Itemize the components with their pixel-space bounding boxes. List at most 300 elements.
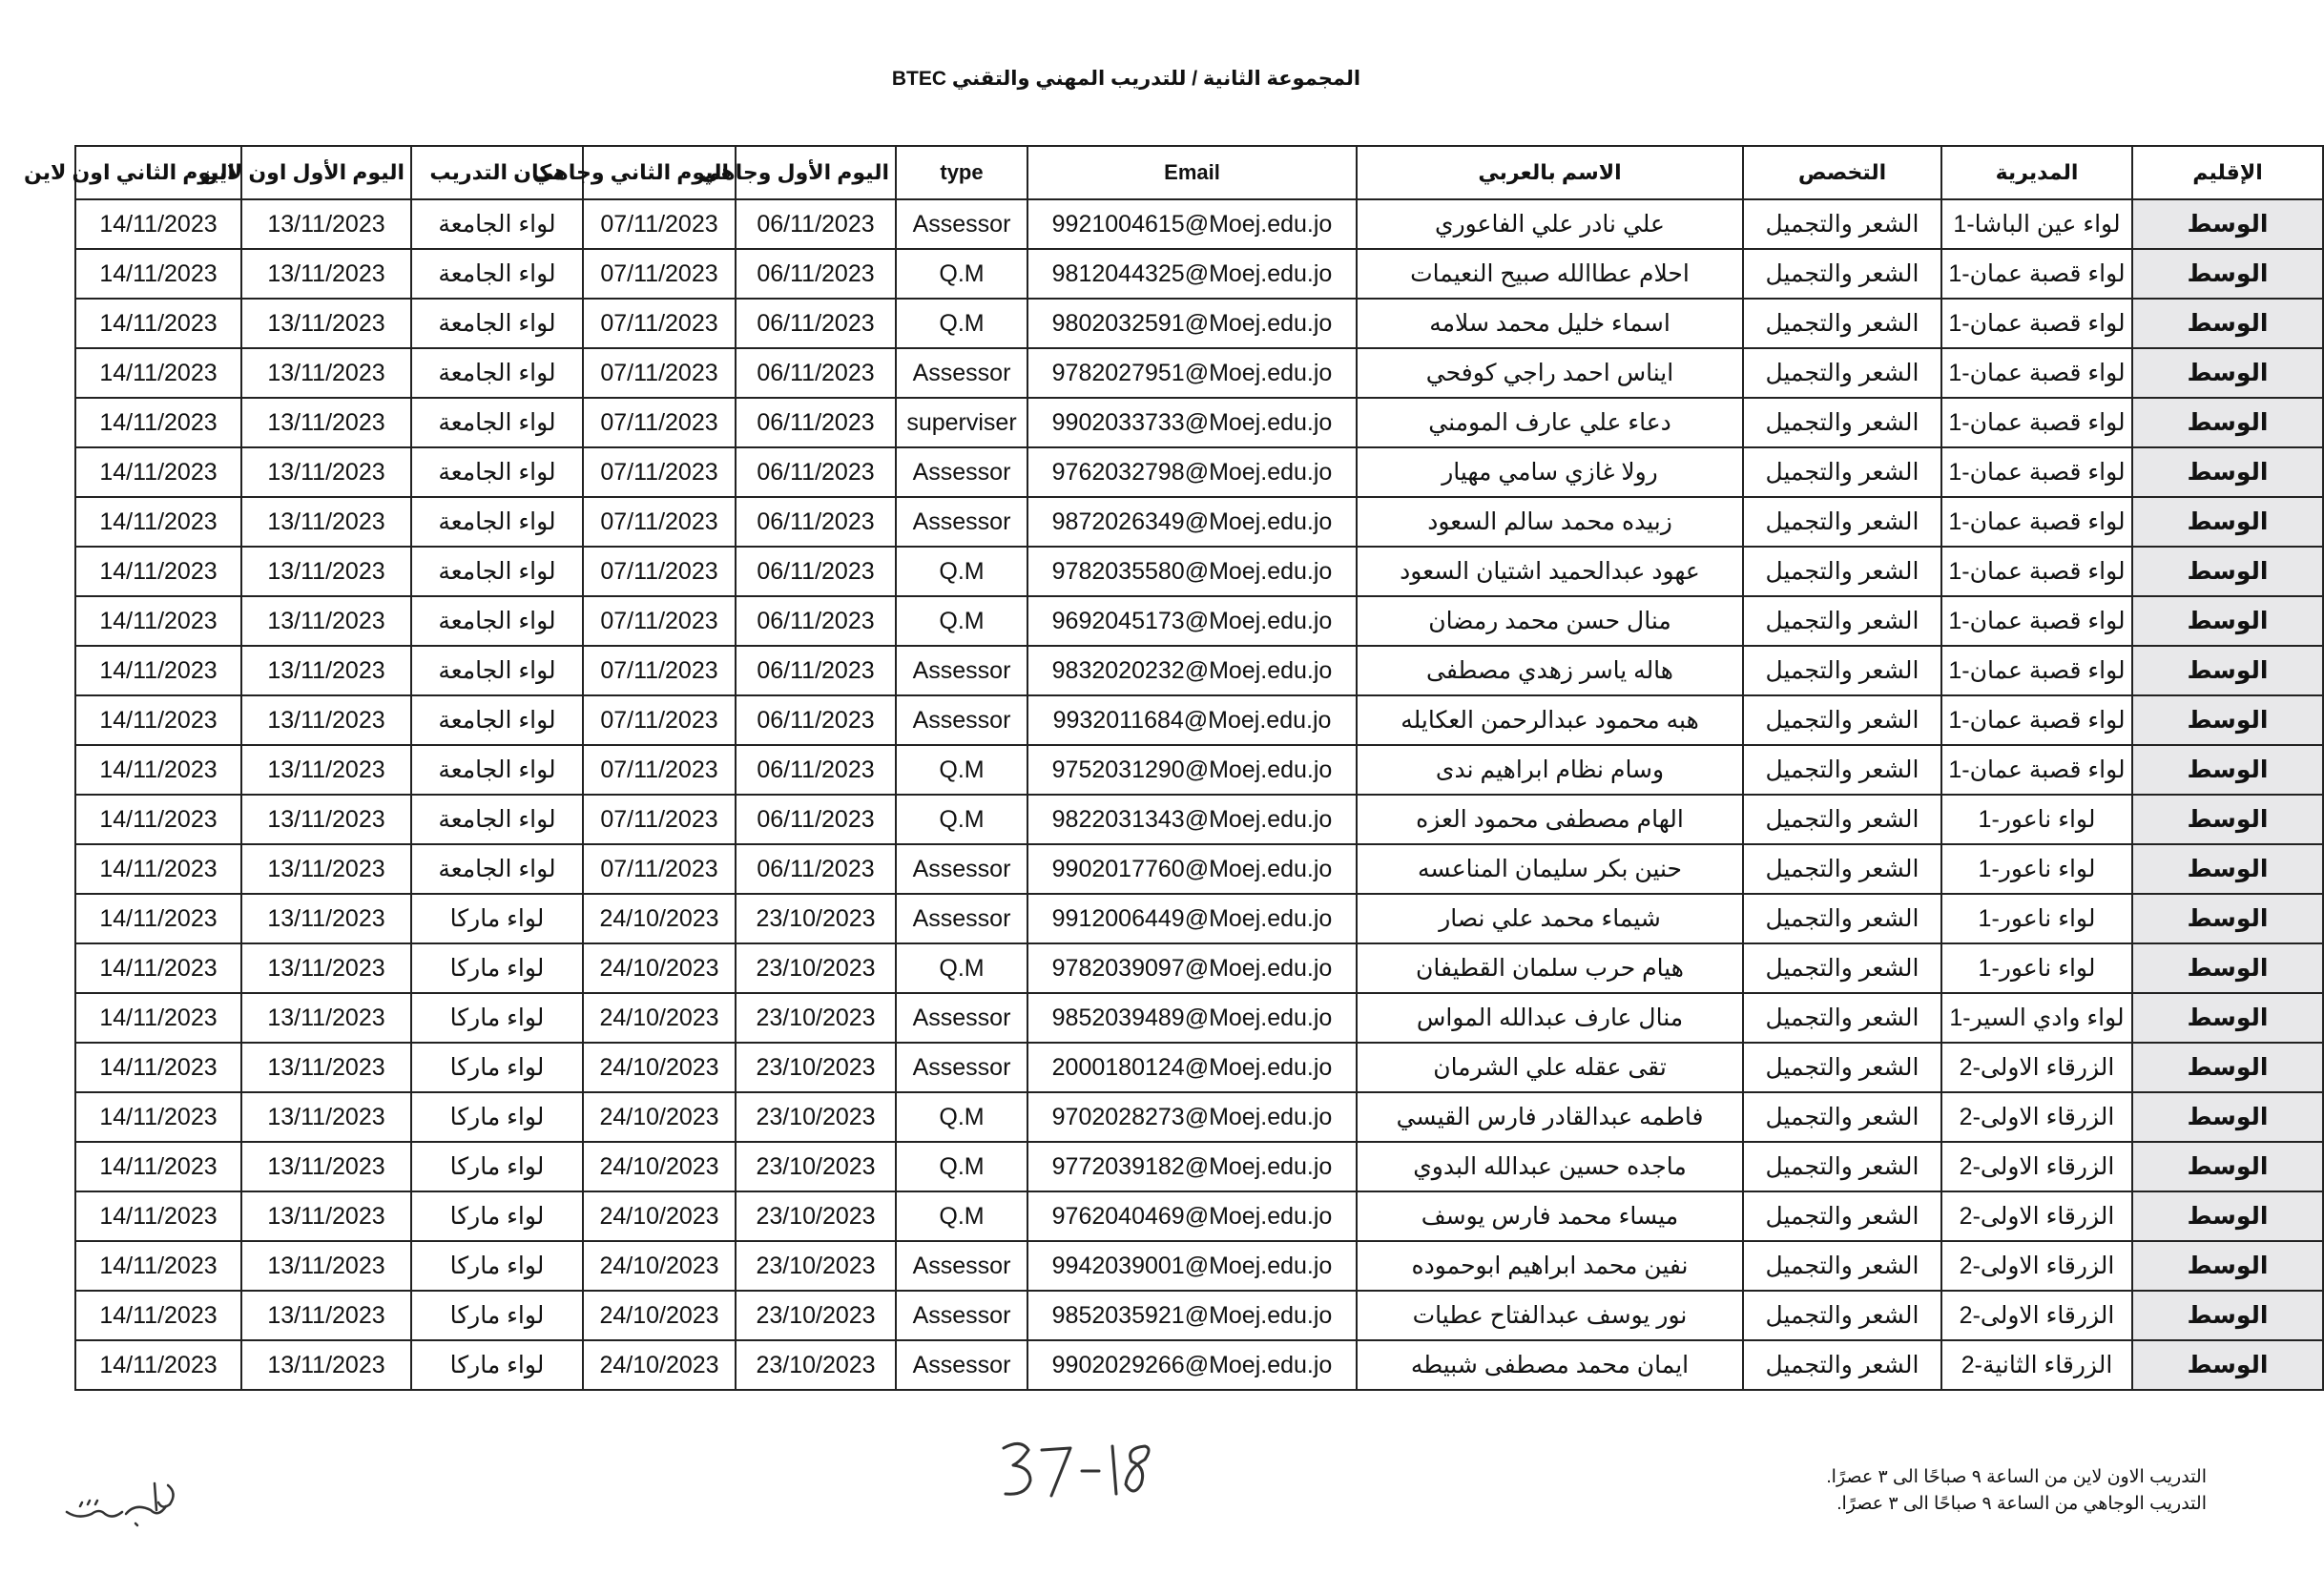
table-row bbox=[75, 1043, 2323, 1092]
cell-specialty: الشعر والتجميل bbox=[1743, 646, 1941, 695]
table-row bbox=[75, 844, 2323, 894]
cell-day1-inperson: 06/11/2023 bbox=[736, 646, 896, 695]
cell-name: منال عارف عبدالله المواس bbox=[1357, 993, 1743, 1043]
cell-day2-online: 14/11/2023 bbox=[75, 1191, 241, 1241]
cell-directorate: لواء قصبة عمان-1 bbox=[1941, 497, 2132, 547]
cell-day1-inperson: 23/10/2023 bbox=[736, 943, 896, 993]
cell-region: الوسط bbox=[2132, 199, 2323, 249]
footnotes bbox=[1826, 1464, 2207, 1518]
cell-day1-online: 13/11/2023 bbox=[241, 1043, 411, 1092]
table-row bbox=[75, 1092, 2323, 1142]
cell-day1-online: 13/11/2023 bbox=[241, 398, 411, 447]
cell-place: لواء الجامعة bbox=[411, 646, 583, 695]
cell-directorate: لواء ناعور-1 bbox=[1941, 894, 2132, 943]
cell-day2-inperson: 07/11/2023 bbox=[583, 844, 736, 894]
cell-directorate: لواء قصبة عمان-1 bbox=[1941, 447, 2132, 497]
cell-email: 9762032798@Moej.edu.jo bbox=[1027, 447, 1357, 497]
cell-email: 9921004615@Moej.edu.jo bbox=[1027, 199, 1357, 249]
cell-day1-inperson: 23/10/2023 bbox=[736, 1142, 896, 1191]
col-header-directorate: المديرية bbox=[1941, 146, 2132, 199]
cell-directorate: لواء عين الباشا-1 bbox=[1941, 199, 2132, 249]
cell-region: الوسط bbox=[2132, 695, 2323, 745]
cell-day2-inperson: 07/11/2023 bbox=[583, 249, 736, 299]
table-row bbox=[75, 1142, 2323, 1191]
cell-email: 9802032591@Moej.edu.jo bbox=[1027, 299, 1357, 348]
cell-type: Q.M bbox=[896, 1191, 1027, 1241]
cell-day1-online: 13/11/2023 bbox=[241, 1092, 411, 1142]
cell-email: 9902029266@Moej.edu.jo bbox=[1027, 1340, 1357, 1390]
col-header-specialty: التخصص bbox=[1743, 146, 1941, 199]
handwritten-page-number bbox=[992, 1431, 1164, 1507]
cell-region: الوسط bbox=[2132, 398, 2323, 447]
cell-day2-online: 14/11/2023 bbox=[75, 844, 241, 894]
cell-day1-inperson: 06/11/2023 bbox=[736, 497, 896, 547]
cell-day2-inperson: 07/11/2023 bbox=[583, 646, 736, 695]
cell-region: الوسط bbox=[2132, 547, 2323, 596]
cell-place: لواء الجامعة bbox=[411, 844, 583, 894]
cell-type: Assessor bbox=[896, 348, 1027, 398]
cell-directorate: لواء قصبة عمان-1 bbox=[1941, 547, 2132, 596]
cell-name: هبه محمود عبدالرحمن العكايله bbox=[1357, 695, 1743, 745]
cell-day1-inperson: 23/10/2023 bbox=[736, 993, 896, 1043]
cell-type: superviser bbox=[896, 398, 1027, 447]
cell-day1-inperson: 23/10/2023 bbox=[736, 1241, 896, 1291]
cell-name: ايمان محمد مصطفى شبيطه bbox=[1357, 1340, 1743, 1390]
cell-region: الوسط bbox=[2132, 497, 2323, 547]
cell-day2-online: 14/11/2023 bbox=[75, 1291, 241, 1340]
cell-day1-online: 13/11/2023 bbox=[241, 1191, 411, 1241]
cell-place: لواء الجامعة bbox=[411, 348, 583, 398]
cell-email: 9832020232@Moej.edu.jo bbox=[1027, 646, 1357, 695]
col-header-name: الاسم بالعربي bbox=[1357, 146, 1743, 199]
cell-day2-online: 14/11/2023 bbox=[75, 299, 241, 348]
cell-place: لواء ماركا bbox=[411, 1340, 583, 1390]
cell-directorate: الزرقاء الاولى-2 bbox=[1941, 1291, 2132, 1340]
cell-specialty: الشعر والتجميل bbox=[1743, 993, 1941, 1043]
cell-specialty: الشعر والتجميل bbox=[1743, 1291, 1941, 1340]
cell-day2-online: 14/11/2023 bbox=[75, 547, 241, 596]
cell-specialty: الشعر والتجميل bbox=[1743, 1043, 1941, 1092]
col-header-email: Email bbox=[1027, 146, 1357, 199]
cell-name: علي نادر علي الفاعوري bbox=[1357, 199, 1743, 249]
cell-place: لواء ماركا bbox=[411, 1291, 583, 1340]
cell-name: شيماء محمد علي نصار bbox=[1357, 894, 1743, 943]
cell-day1-inperson: 06/11/2023 bbox=[736, 795, 896, 844]
cell-day2-online: 14/11/2023 bbox=[75, 1340, 241, 1390]
cell-day2-inperson: 07/11/2023 bbox=[583, 348, 736, 398]
cell-type: Q.M bbox=[896, 299, 1027, 348]
cell-day2-inperson: 07/11/2023 bbox=[583, 299, 736, 348]
cell-day1-online: 13/11/2023 bbox=[241, 249, 411, 299]
cell-place: لواء ماركا bbox=[411, 1191, 583, 1241]
cell-type: Assessor bbox=[896, 1340, 1027, 1390]
cell-email: 9902017760@Moej.edu.jo bbox=[1027, 844, 1357, 894]
cell-day1-inperson: 06/11/2023 bbox=[736, 348, 896, 398]
footnote-inperson-hours: التدريب الوجاهي من الساعة ٩ صباحًا الى ٣ عصرًا. bbox=[1836, 1494, 2207, 1514]
cell-place: لواء ماركا bbox=[411, 894, 583, 943]
cell-day1-online: 13/11/2023 bbox=[241, 1241, 411, 1291]
table-row bbox=[75, 646, 2323, 695]
cell-day2-inperson: 24/10/2023 bbox=[583, 1241, 736, 1291]
table-row bbox=[75, 249, 2323, 299]
cell-specialty: الشعر والتجميل bbox=[1743, 398, 1941, 447]
cell-place: لواء الجامعة bbox=[411, 497, 583, 547]
cell-day1-online: 13/11/2023 bbox=[241, 596, 411, 646]
cell-name: حنين بكر سليمان المناعسه bbox=[1357, 844, 1743, 894]
cell-specialty: الشعر والتجميل bbox=[1743, 1191, 1941, 1241]
cell-type: Q.M bbox=[896, 1092, 1027, 1142]
col-header-day2-online: اليوم الثاني اون لاين bbox=[75, 146, 241, 199]
cell-directorate: لواء قصبة عمان-1 bbox=[1941, 348, 2132, 398]
cell-day1-inperson: 06/11/2023 bbox=[736, 547, 896, 596]
cell-directorate: لواء قصبة عمان-1 bbox=[1941, 646, 2132, 695]
cell-place: لواء ماركا bbox=[411, 1241, 583, 1291]
table-row bbox=[75, 943, 2323, 993]
cell-directorate: الزرقاء الاولى-2 bbox=[1941, 1092, 2132, 1142]
cell-specialty: الشعر والتجميل bbox=[1743, 795, 1941, 844]
cell-region: الوسط bbox=[2132, 596, 2323, 646]
cell-specialty: الشعر والتجميل bbox=[1743, 547, 1941, 596]
cell-email: 9782039097@Moej.edu.jo bbox=[1027, 943, 1357, 993]
cell-day1-online: 13/11/2023 bbox=[241, 795, 411, 844]
cell-directorate: الزرقاء الاولى-2 bbox=[1941, 1142, 2132, 1191]
cell-type: Assessor bbox=[896, 1291, 1027, 1340]
cell-region: الوسط bbox=[2132, 844, 2323, 894]
table-row bbox=[75, 695, 2323, 745]
cell-place: لواء ماركا bbox=[411, 1043, 583, 1092]
cell-type: Assessor bbox=[896, 497, 1027, 547]
cell-day2-online: 14/11/2023 bbox=[75, 596, 241, 646]
cell-day1-inperson: 06/11/2023 bbox=[736, 249, 896, 299]
cell-directorate: الزرقاء الاولى-2 bbox=[1941, 1191, 2132, 1241]
cell-day2-online: 14/11/2023 bbox=[75, 398, 241, 447]
roster-table bbox=[23, 145, 2324, 1391]
cell-specialty: الشعر والتجميل bbox=[1743, 299, 1941, 348]
cell-region: الوسط bbox=[2132, 1043, 2323, 1092]
cell-type: Assessor bbox=[896, 199, 1027, 249]
cell-day2-online: 14/11/2023 bbox=[75, 1092, 241, 1142]
cell-place: لواء الجامعة bbox=[411, 249, 583, 299]
cell-day2-inperson: 24/10/2023 bbox=[583, 993, 736, 1043]
cell-email: 9942039001@Moej.edu.jo bbox=[1027, 1241, 1357, 1291]
cell-type: Q.M bbox=[896, 249, 1027, 299]
cell-name: دعاء علي عارف المومني bbox=[1357, 398, 1743, 447]
cell-specialty: الشعر والتجميل bbox=[1743, 745, 1941, 795]
cell-day1-online: 13/11/2023 bbox=[241, 943, 411, 993]
cell-region: الوسط bbox=[2132, 993, 2323, 1043]
cell-place: لواء الجامعة bbox=[411, 695, 583, 745]
cell-email: 2000180124@Moej.edu.jo bbox=[1027, 1043, 1357, 1092]
cell-day2-inperson: 07/11/2023 bbox=[583, 398, 736, 447]
cell-directorate: لواء قصبة عمان-1 bbox=[1941, 299, 2132, 348]
cell-day2-inperson: 24/10/2023 bbox=[583, 1043, 736, 1092]
cell-type: Assessor bbox=[896, 894, 1027, 943]
table-row bbox=[75, 795, 2323, 844]
cell-day2-inperson: 24/10/2023 bbox=[583, 1092, 736, 1142]
cell-day2-inperson: 07/11/2023 bbox=[583, 596, 736, 646]
cell-day1-inperson: 06/11/2023 bbox=[736, 844, 896, 894]
cell-day2-inperson: 07/11/2023 bbox=[583, 795, 736, 844]
cell-region: الوسط bbox=[2132, 447, 2323, 497]
table-row bbox=[75, 299, 2323, 348]
col-header-day2-inperson: اليوم الثاني وجاهي bbox=[583, 146, 736, 199]
cell-directorate: لواء وادي السير-1 bbox=[1941, 993, 2132, 1043]
cell-day1-online: 13/11/2023 bbox=[241, 199, 411, 249]
cell-specialty: الشعر والتجميل bbox=[1743, 695, 1941, 745]
col-header-type: type bbox=[896, 146, 1027, 199]
cell-name: فاطمه عبدالقادر فارس القيسي bbox=[1357, 1092, 1743, 1142]
cell-day1-online: 13/11/2023 bbox=[241, 1291, 411, 1340]
cell-day2-inperson: 07/11/2023 bbox=[583, 745, 736, 795]
cell-specialty: الشعر والتجميل bbox=[1743, 1092, 1941, 1142]
cell-specialty: الشعر والتجميل bbox=[1743, 894, 1941, 943]
cell-name: ماجده حسين عبدالله البدوي bbox=[1357, 1142, 1743, 1191]
cell-name: هيام حرب سلمان القطيفان bbox=[1357, 943, 1743, 993]
table-row bbox=[75, 348, 2323, 398]
cell-day1-inperson: 06/11/2023 bbox=[736, 695, 896, 745]
cell-specialty: الشعر والتجميل bbox=[1743, 1142, 1941, 1191]
cell-specialty: الشعر والتجميل bbox=[1743, 447, 1941, 497]
cell-day2-inperson: 07/11/2023 bbox=[583, 497, 736, 547]
cell-name: ميساء محمد فارس يوسف bbox=[1357, 1191, 1743, 1241]
cell-day2-inperson: 24/10/2023 bbox=[583, 1340, 736, 1390]
cell-day1-inperson: 23/10/2023 bbox=[736, 1092, 896, 1142]
table-row bbox=[75, 596, 2323, 646]
cell-day2-online: 14/11/2023 bbox=[75, 795, 241, 844]
cell-specialty: الشعر والتجميل bbox=[1743, 1340, 1941, 1390]
cell-name: نفين محمد ابراهيم ابوحموده bbox=[1357, 1241, 1743, 1291]
cell-day1-inperson: 23/10/2023 bbox=[736, 1043, 896, 1092]
cell-place: لواء ماركا bbox=[411, 993, 583, 1043]
cell-name: احلام عطاالله صبيح النعيمات bbox=[1357, 249, 1743, 299]
cell-email: 9872026349@Moej.edu.jo bbox=[1027, 497, 1357, 547]
cell-email: 9912006449@Moej.edu.jo bbox=[1027, 894, 1357, 943]
roster-body bbox=[75, 199, 2323, 1390]
cell-specialty: الشعر والتجميل bbox=[1743, 348, 1941, 398]
cell-type: Assessor bbox=[896, 993, 1027, 1043]
cell-directorate: لواء قصبة عمان-1 bbox=[1941, 745, 2132, 795]
table-row bbox=[75, 199, 2323, 249]
cell-place: لواء الجامعة bbox=[411, 398, 583, 447]
cell-day1-online: 13/11/2023 bbox=[241, 695, 411, 745]
cell-place: لواء ماركا bbox=[411, 1142, 583, 1191]
cell-day2-online: 14/11/2023 bbox=[75, 1241, 241, 1291]
cell-day1-inperson: 06/11/2023 bbox=[736, 299, 896, 348]
cell-day1-online: 13/11/2023 bbox=[241, 1340, 411, 1390]
cell-day1-online: 13/11/2023 bbox=[241, 745, 411, 795]
col-header-day1-online: اليوم الأول اون لاين bbox=[241, 146, 411, 199]
cell-email: 9812044325@Moej.edu.jo bbox=[1027, 249, 1357, 299]
cell-day1-online: 13/11/2023 bbox=[241, 646, 411, 695]
cell-day2-inperson: 07/11/2023 bbox=[583, 199, 736, 249]
cell-name: هاله ياسر زهدي مصطفى bbox=[1357, 646, 1743, 695]
header-row bbox=[75, 146, 2323, 199]
cell-day1-online: 13/11/2023 bbox=[241, 1142, 411, 1191]
cell-day2-online: 14/11/2023 bbox=[75, 497, 241, 547]
cell-place: لواء الجامعة bbox=[411, 596, 583, 646]
cell-email: 9782027951@Moej.edu.jo bbox=[1027, 348, 1357, 398]
cell-type: Q.M bbox=[896, 547, 1027, 596]
cell-region: الوسط bbox=[2132, 348, 2323, 398]
cell-day1-online: 13/11/2023 bbox=[241, 447, 411, 497]
cell-region: الوسط bbox=[2132, 1241, 2323, 1291]
cell-place: لواء الجامعة bbox=[411, 745, 583, 795]
cell-region: الوسط bbox=[2132, 1291, 2323, 1340]
cell-specialty: الشعر والتجميل bbox=[1743, 596, 1941, 646]
cell-day1-inperson: 23/10/2023 bbox=[736, 1291, 896, 1340]
cell-name: وسام نظام ابراهيم ندى bbox=[1357, 745, 1743, 795]
table-row bbox=[75, 1191, 2323, 1241]
cell-day2-inperson: 24/10/2023 bbox=[583, 943, 736, 993]
cell-type: Q.M bbox=[896, 943, 1027, 993]
cell-place: لواء الجامعة bbox=[411, 795, 583, 844]
footnote-online-hours: التدريب الاون لاين من الساعة ٩ صباحًا الى ٣ عصرًا. bbox=[1826, 1467, 2207, 1487]
cell-place: لواء ماركا bbox=[411, 1092, 583, 1142]
table-row bbox=[75, 1241, 2323, 1291]
cell-directorate: لواء قصبة عمان-1 bbox=[1941, 596, 2132, 646]
cell-day2-inperson: 07/11/2023 bbox=[583, 447, 736, 497]
cell-day2-online: 14/11/2023 bbox=[75, 993, 241, 1043]
cell-name: ايناس احمد راجي كوفحي bbox=[1357, 348, 1743, 398]
cell-day2-online: 14/11/2023 bbox=[75, 1043, 241, 1092]
col-header-place: مكان التدريب bbox=[411, 146, 583, 199]
cell-type: Assessor bbox=[896, 1043, 1027, 1092]
cell-day1-online: 13/11/2023 bbox=[241, 894, 411, 943]
handwritten-signature bbox=[59, 1464, 183, 1541]
cell-directorate: لواء قصبة عمان-1 bbox=[1941, 695, 2132, 745]
cell-email: 9762040469@Moej.edu.jo bbox=[1027, 1191, 1357, 1241]
cell-day1-online: 13/11/2023 bbox=[241, 547, 411, 596]
cell-email: 9782035580@Moej.edu.jo bbox=[1027, 547, 1357, 596]
cell-day1-inperson: 23/10/2023 bbox=[736, 1191, 896, 1241]
cell-place: لواء ماركا bbox=[411, 943, 583, 993]
cell-name: عهود عبدالحميد اشتيان السعود bbox=[1357, 547, 1743, 596]
cell-region: الوسط bbox=[2132, 299, 2323, 348]
cell-day2-inperson: 24/10/2023 bbox=[583, 1191, 736, 1241]
table-row bbox=[75, 894, 2323, 943]
cell-region: الوسط bbox=[2132, 745, 2323, 795]
cell-email: 9902033733@Moej.edu.jo bbox=[1027, 398, 1357, 447]
table-row bbox=[75, 1291, 2323, 1340]
cell-email: 9822031343@Moej.edu.jo bbox=[1027, 795, 1357, 844]
cell-type: Assessor bbox=[896, 844, 1027, 894]
cell-day1-online: 13/11/2023 bbox=[241, 844, 411, 894]
cell-day2-online: 14/11/2023 bbox=[75, 249, 241, 299]
cell-region: الوسط bbox=[2132, 795, 2323, 844]
cell-specialty: الشعر والتجميل bbox=[1743, 497, 1941, 547]
cell-day2-inperson: 24/10/2023 bbox=[583, 894, 736, 943]
cell-name: الهام مصطفى محمود العزه bbox=[1357, 795, 1743, 844]
cell-specialty: الشعر والتجميل bbox=[1743, 943, 1941, 993]
cell-specialty: الشعر والتجميل bbox=[1743, 199, 1941, 249]
cell-day2-inperson: 07/11/2023 bbox=[583, 695, 736, 745]
cell-type: Q.M bbox=[896, 745, 1027, 795]
cell-day1-inperson: 23/10/2023 bbox=[736, 894, 896, 943]
cell-day1-inperson: 23/10/2023 bbox=[736, 1340, 896, 1390]
cell-day2-online: 14/11/2023 bbox=[75, 447, 241, 497]
table-row bbox=[75, 547, 2323, 596]
cell-day2-online: 14/11/2023 bbox=[75, 1142, 241, 1191]
cell-name: منال حسن محمد رمضان bbox=[1357, 596, 1743, 646]
cell-day2-online: 14/11/2023 bbox=[75, 199, 241, 249]
cell-directorate: الزرقاء الثانية-2 bbox=[1941, 1340, 2132, 1390]
cell-day2-inperson: 07/11/2023 bbox=[583, 547, 736, 596]
cell-region: الوسط bbox=[2132, 646, 2323, 695]
cell-email: 9692045173@Moej.edu.jo bbox=[1027, 596, 1357, 646]
cell-day1-online: 13/11/2023 bbox=[241, 299, 411, 348]
cell-region: الوسط bbox=[2132, 943, 2323, 993]
cell-name: رولا غازي سامي مهيار bbox=[1357, 447, 1743, 497]
table-row bbox=[75, 1340, 2323, 1390]
cell-day1-online: 13/11/2023 bbox=[241, 993, 411, 1043]
table-row bbox=[75, 497, 2323, 547]
cell-day1-online: 13/11/2023 bbox=[241, 497, 411, 547]
cell-day2-online: 14/11/2023 bbox=[75, 943, 241, 993]
cell-day2-online: 14/11/2023 bbox=[75, 348, 241, 398]
cell-place: لواء الجامعة bbox=[411, 199, 583, 249]
cell-type: Assessor bbox=[896, 646, 1027, 695]
cell-email: 9852039489@Moej.edu.jo bbox=[1027, 993, 1357, 1043]
cell-place: لواء الجامعة bbox=[411, 547, 583, 596]
cell-day1-inperson: 06/11/2023 bbox=[736, 596, 896, 646]
cell-day1-inperson: 06/11/2023 bbox=[736, 447, 896, 497]
cell-email: 9852035921@Moej.edu.jo bbox=[1027, 1291, 1357, 1340]
cell-directorate: الزرقاء الاولى-2 bbox=[1941, 1043, 2132, 1092]
cell-day2-online: 14/11/2023 bbox=[75, 695, 241, 745]
cell-directorate: لواء ناعور-1 bbox=[1941, 844, 2132, 894]
cell-directorate: لواء قصبة عمان-1 bbox=[1941, 249, 2132, 299]
cell-type: Q.M bbox=[896, 596, 1027, 646]
cell-day1-online: 13/11/2023 bbox=[241, 348, 411, 398]
cell-email: 9772039182@Moej.edu.jo bbox=[1027, 1142, 1357, 1191]
cell-name: نور يوسف عبدالفتاح عطيات bbox=[1357, 1291, 1743, 1340]
cell-day2-inperson: 24/10/2023 bbox=[583, 1291, 736, 1340]
table-row bbox=[75, 993, 2323, 1043]
cell-day2-online: 14/11/2023 bbox=[75, 646, 241, 695]
cell-specialty: الشعر والتجميل bbox=[1743, 844, 1941, 894]
cell-name: زبيده محمد سالم السعود bbox=[1357, 497, 1743, 547]
cell-email: 9752031290@Moej.edu.jo bbox=[1027, 745, 1357, 795]
col-header-day1-inperson: اليوم الأول وجاهي bbox=[736, 146, 896, 199]
cell-directorate: لواء قصبة عمان-1 bbox=[1941, 398, 2132, 447]
cell-region: الوسط bbox=[2132, 1191, 2323, 1241]
cell-name: تقى عقله علي الشرمان bbox=[1357, 1043, 1743, 1092]
cell-day1-inperson: 06/11/2023 bbox=[736, 199, 896, 249]
cell-region: الوسط bbox=[2132, 894, 2323, 943]
cell-email: 9932011684@Moej.edu.jo bbox=[1027, 695, 1357, 745]
cell-type: Q.M bbox=[896, 1142, 1027, 1191]
cell-region: الوسط bbox=[2132, 1092, 2323, 1142]
table-row bbox=[75, 398, 2323, 447]
cell-type: Assessor bbox=[896, 695, 1027, 745]
cell-region: الوسط bbox=[2132, 1142, 2323, 1191]
col-header-region: الإقليم bbox=[2132, 146, 2323, 199]
cell-day2-online: 14/11/2023 bbox=[75, 894, 241, 943]
cell-type: Q.M bbox=[896, 795, 1027, 844]
cell-region: الوسط bbox=[2132, 249, 2323, 299]
cell-specialty: الشعر والتجميل bbox=[1743, 1241, 1941, 1291]
cell-place: لواء الجامعة bbox=[411, 447, 583, 497]
table-row bbox=[75, 745, 2323, 795]
cell-directorate: لواء ناعور-1 bbox=[1941, 943, 2132, 993]
cell-email: 9702028273@Moej.edu.jo bbox=[1027, 1092, 1357, 1142]
cell-directorate: الزرقاء الاولى-2 bbox=[1941, 1241, 2132, 1291]
cell-directorate: لواء ناعور-1 bbox=[1941, 795, 2132, 844]
cell-day1-inperson: 06/11/2023 bbox=[736, 398, 896, 447]
cell-region: الوسط bbox=[2132, 1340, 2323, 1390]
page-title: المجموعة الثانية / للتدريب المهني والتقني BTEC bbox=[891, 68, 1361, 90]
cell-type: Assessor bbox=[896, 447, 1027, 497]
